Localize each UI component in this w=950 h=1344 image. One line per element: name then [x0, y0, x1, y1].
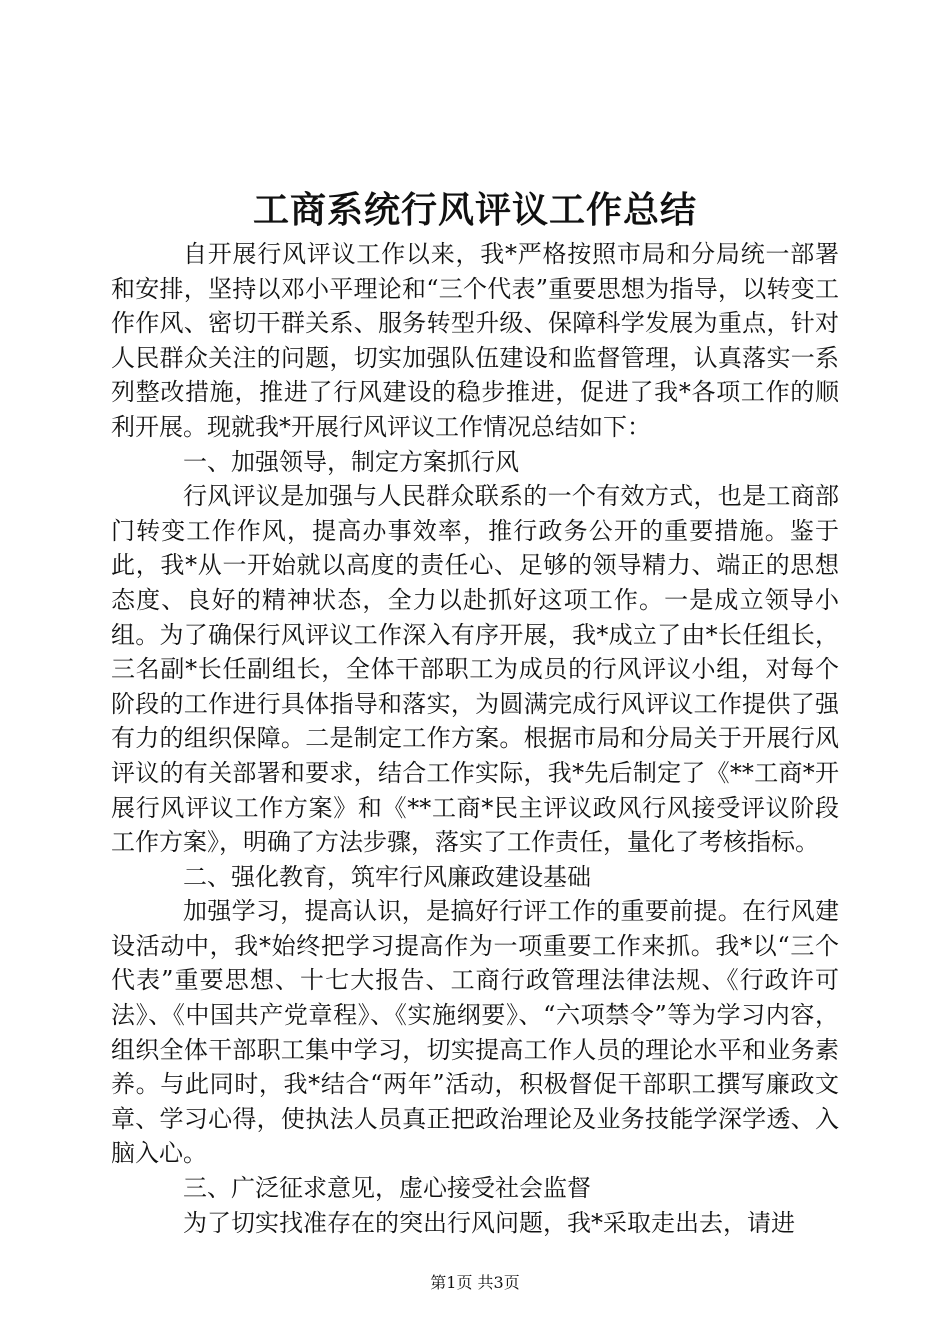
section-heading-1: 一、加强领导，制定方案抓行风 — [183, 447, 519, 476]
section-2-paragraph: 加强学习，提高认识，是搞好行评工作的重要前提。在行风建设活动中，我*始终把学习提高作为一项重要工作来抓。我*以“三个代表”重要思想、十七大报告、工商行政管理法律法规、《行政许可法》、《中国共产党章程》、《实施纲要》、“六项禁令”等为学习内容，组织全体干部职工集中学习，切实提高工作人员的理论水平和业务素养。与此同时，我*结合“两年”活动，积极督促干部职工撰写廉政文章、学习心得，使执法人员真正把政治理论及业务技能学深学透、入脑入心。 — [111, 897, 839, 1168]
document-title: 工商系统行风评议工作总结 — [252, 189, 697, 231]
section-heading-2: 二、强化教育，筑牢行风廉政建设基础 — [183, 862, 591, 891]
page-number-footer: 第1页 共3页 — [430, 1273, 520, 1292]
section-3-paragraph: 为了切实找准存在的突出行风问题，我*采取走出去，请进 — [183, 1208, 795, 1237]
intro-paragraph: 自开展行风评议工作以来，我*严格按照市局和分局统一部署和安排，坚持以邓小平理论和“三个代表”重要思想为指导，以转变工作作风、密切干群关系、服务转型升级、保障科学发展为重点，针对人民群众关注的问题，切实加强队伍建设和监督管理，认真落实一系列整改措施，推进了行风建设的稳步推进，促进了我*各项工作的顺利开展。现就我*开展行风评议工作情况总结如下： — [111, 240, 839, 441]
section-1-paragraph: 行风评议是加强与人民群众联系的一个有效方式，也是工商部门转变工作作风，提高办事效率，推行政务公开的重要措施。鉴于此，我*从一开始就以高度的责任心、足够的领导精力、端正的思想态度、良好的精神状态，全力以赴抓好这项工作。一是成立领导小组。为了确保行风评议工作深入有序开展，我*成立了由*长任组长，三名副*长任副组长，全体干部职工为成员的行风评议小组，对每个阶段的工作进行具体指导和落实，为圆满完成行风评议工作提供了强有力的组织保障。二是制定工作方案。根据市局和分局关于开展行风评议的有关部署和要求，结合工作实际，我*先后制定了《**工商*开展行风评议工作方案》和《**工商*民主评议政风行风接受评议阶段工作方案》，明确了方法步骤，落实了工作责任，量化了考核指标。 — [111, 482, 839, 857]
section-heading-3: 三、广泛征求意见，虚心接受社会监督 — [183, 1174, 591, 1203]
document-body — [111, 237, 839, 1240]
